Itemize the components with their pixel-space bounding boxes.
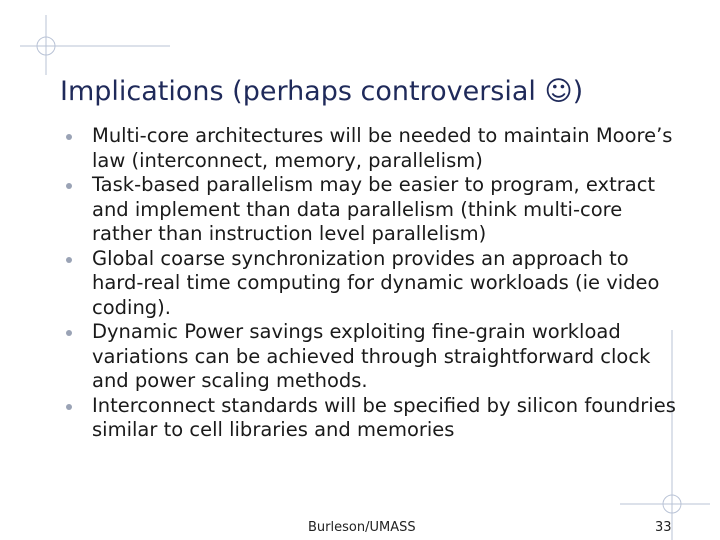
bullet-icon: [66, 404, 72, 410]
bullet-text: Dynamic Power savings exploiting fine-grain workload variations can be achieved through straightforward clock and power scaling methods.: [92, 320, 651, 392]
smiley-icon: ☺: [544, 76, 573, 107]
bullet-text: Interconnect standards will be specified by silicon foundries similar to cell libraries and memories: [92, 393, 676, 441]
title-text: Implications (perhaps controversial: [60, 76, 545, 107]
page-number: 33: [655, 520, 672, 535]
bullet-icon: [66, 257, 72, 263]
slide-title: [60, 76, 583, 107]
bullet-icon: [66, 330, 72, 336]
bullet-icon: [66, 134, 72, 140]
bullet-item: [64, 173, 684, 247]
bullet-item: [64, 320, 684, 394]
bullet-item: [64, 247, 684, 321]
bullet-text: Task-based parallelism may be easier to program, extract and implement than data parallelism (think multi-core rather than instruction level parallelism): [92, 173, 656, 245]
bullet-text: Multi-core architectures will be needed to maintain Moore’s law (interconnect, memory, parallelism): [92, 124, 673, 172]
bullet-text: Global coarse synchronization provides an approach to hard-real time computing for dynamic workloads (ie video coding).: [92, 246, 660, 319]
footer-author: Burleson/UMASS: [308, 520, 416, 535]
title-close-paren: ): [572, 76, 584, 107]
bullet-icon: [66, 183, 72, 189]
top-left-decoration: [0, 0, 200, 80]
bullet-item: [64, 394, 684, 443]
bullet-list: [64, 124, 684, 443]
bullet-item: [64, 124, 684, 173]
